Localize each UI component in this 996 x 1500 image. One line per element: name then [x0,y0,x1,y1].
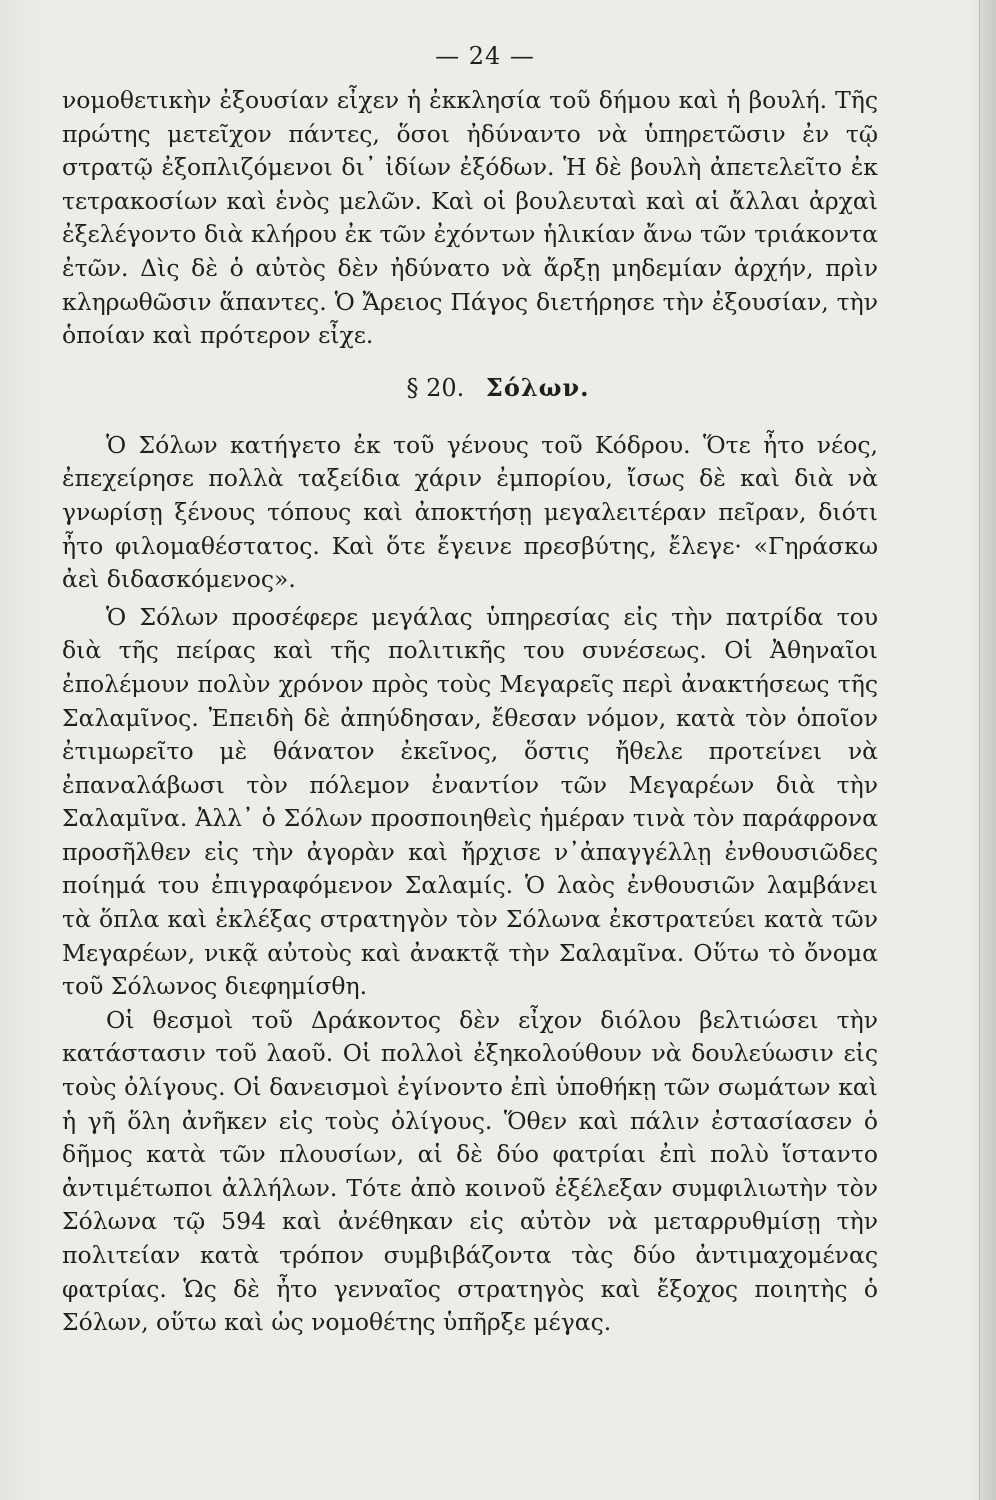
page-edge [979,0,996,1500]
paragraph-assembly-and-council: νομοθετικὴν ἐξουσίαν εἶχεν ἡ ἐκκλησία τοῦ δήμου καὶ ἡ βουλή. Τῆς πρώτης μετεῖχον πάντες, ὅσοι ἠδύναντο νὰ ὑπηρετῶσιν ἐν τῷ στρατῷ ἐξοπλιζόμενοι δι᾽ ἰδίων ἐξόδων. Ἡ δὲ βουλὴ ἀπετελεῖτο ἐκ τετρακοσίων καὶ ἑνὸς μελῶν. Καὶ οἱ βουλευταὶ καὶ αἱ ἄλλαι ἀρχαὶ ἐξελέγοντο διὰ κλήρου ἐκ τῶν ἐχόντων ἡλικίαν ἄνω τῶν τριάκοντα ἐτῶν. Δὶς δὲ ὁ αὐτὸς δὲν ἠδύνατο νὰ ἄρξῃ μηδεμίαν ἀρχήν, πρὶν κληρωθῶσιν ἅπαντες. Ὁ Ἄρειος Πάγος διετήρησε τὴν ἐξουσίαν, τὴν ὁποίαν καὶ πρότερον εἶχε. [62,86,878,350]
paragraph-salamis: Ὁ Σόλων προσέφερε μεγάλας ὑπηρεσίας εἰς τὴν πατρίδα του διὰ τῆς πείρας καὶ τῆς πολιτικῆς του συνέσεως. Οἱ Ἀθηναῖοι ἐπολέμουν πολὺν χρόνον πρὸς τοὺς Μεγαρεῖς περὶ ἀνακτήσεως τῆς Σαλαμῖνος. Ἐπειδὴ δὲ ἀπηύδησαν, ἔθεσαν νόμον, κατὰ τὸν ὁποῖον ἐτιμωρεῖτο μὲ θάνατον ἐκεῖνος, ὅστις ἤθελε προτείνει νὰ ἐπαναλάβωσι τὸν πόλεμον ἐναντίον τῶν Μεγαρέων διὰ τὴν Σαλαμῖνα. Ἀλλ᾽ ὁ Σόλων προσποιηθεὶς ἡμέραν τινὰ τὸν παράφρονα προσῆλθεν εἰς τὴν ἀγορὰν καὶ ἤρχισε ν᾽ἀπαγγέλλῃ ἐνθουσιῶδες ποίημά του ἐπιγραφόμενον Σαλαμίς. Ὁ λαὸς ἐνθουσιῶν λαμβάνει τὰ ὅπλα καὶ ἐκλέξας στρατηγὸν τὸν Σόλωνα ἐκστρατεύει κατὰ τῶν Μεγαρέων, νικᾷ αὐτοὺς καὶ ἀνακτᾷ τὴν Σαλαμῖνα. Οὕτω τὸ ὄνομα τοῦ Σόλωνος διεφημίσθη. [62,602,878,1001]
paragraph-draco-reforms: Οἱ θεσμοὶ τοῦ Δράκοντος δὲν εἶχον διόλου βελτιώσει τὴν κατάστασιν τοῦ λαοῦ. Οἱ πολλοὶ ἐξηκολούθουν νὰ δουλεύωσιν εἰς τοὺς ὀλίγους. Οἱ δανεισμοὶ ἐγίνοντο ἐπὶ ὑποθήκῃ τῶν σωμάτων καὶ ἡ γῆ ὅλη ἀνῆκεν εἰς τοὺς ὀλίγους. Ὅθεν καὶ πάλιν ἐστασίασεν ὁ δῆμος κατὰ τῶν πλουσίων, αἱ δὲ δύο φατρίαι ἐπὶ πολὺ ἵσταντο ἀντιμέτωποι ἀλλήλων. Τότε ἀπὸ κοινοῦ ἐξέλεξαν συμφιλιωτὴν τὸν Σόλωνα τῷ 594 καὶ ἀνέθηκαν εἰς αὐτὸν νὰ μεταρρυθμίσῃ τὴν πολιτείαν κατὰ τρόπον συμβιβάζοντα τὰς δύο ἀντιμαχομένας φατρίας. Ὡς δὲ ἦτο γενναῖος στρατηγὸς καὶ ἔξοχος ποιητὴς ὁ Σόλων, οὕτω καὶ ὡς νομοθέτης ὑπῆρξε μέγας. [62,1005,878,1337]
page-number: — 24 — [435,42,535,70]
section-heading [62,371,878,405]
paragraph-solon-origins: Ὁ Σόλων κατήγετο ἐκ τοῦ γένους τοῦ Κόδρου. Ὅτε ἦτο νέος, ἐπεχείρησε πολλὰ ταξείδια χάριν ἐμπορίου, ἴσως δὲ καὶ διὰ νὰ γνωρίσῃ ξένους τόπους καὶ ἀποκτήσῃ μεγαλειτέραν πεῖραν, διότι ἦτο φιλομαθέστατος. Καὶ ὅτε ἔγεινε πρεσβύτης, ἔλεγε· «Γηράσκω ἀεὶ διδασκόμενος». [62,430,878,594]
section-number: § 20. [406,373,465,402]
section-title: Σόλων. [485,372,590,402]
